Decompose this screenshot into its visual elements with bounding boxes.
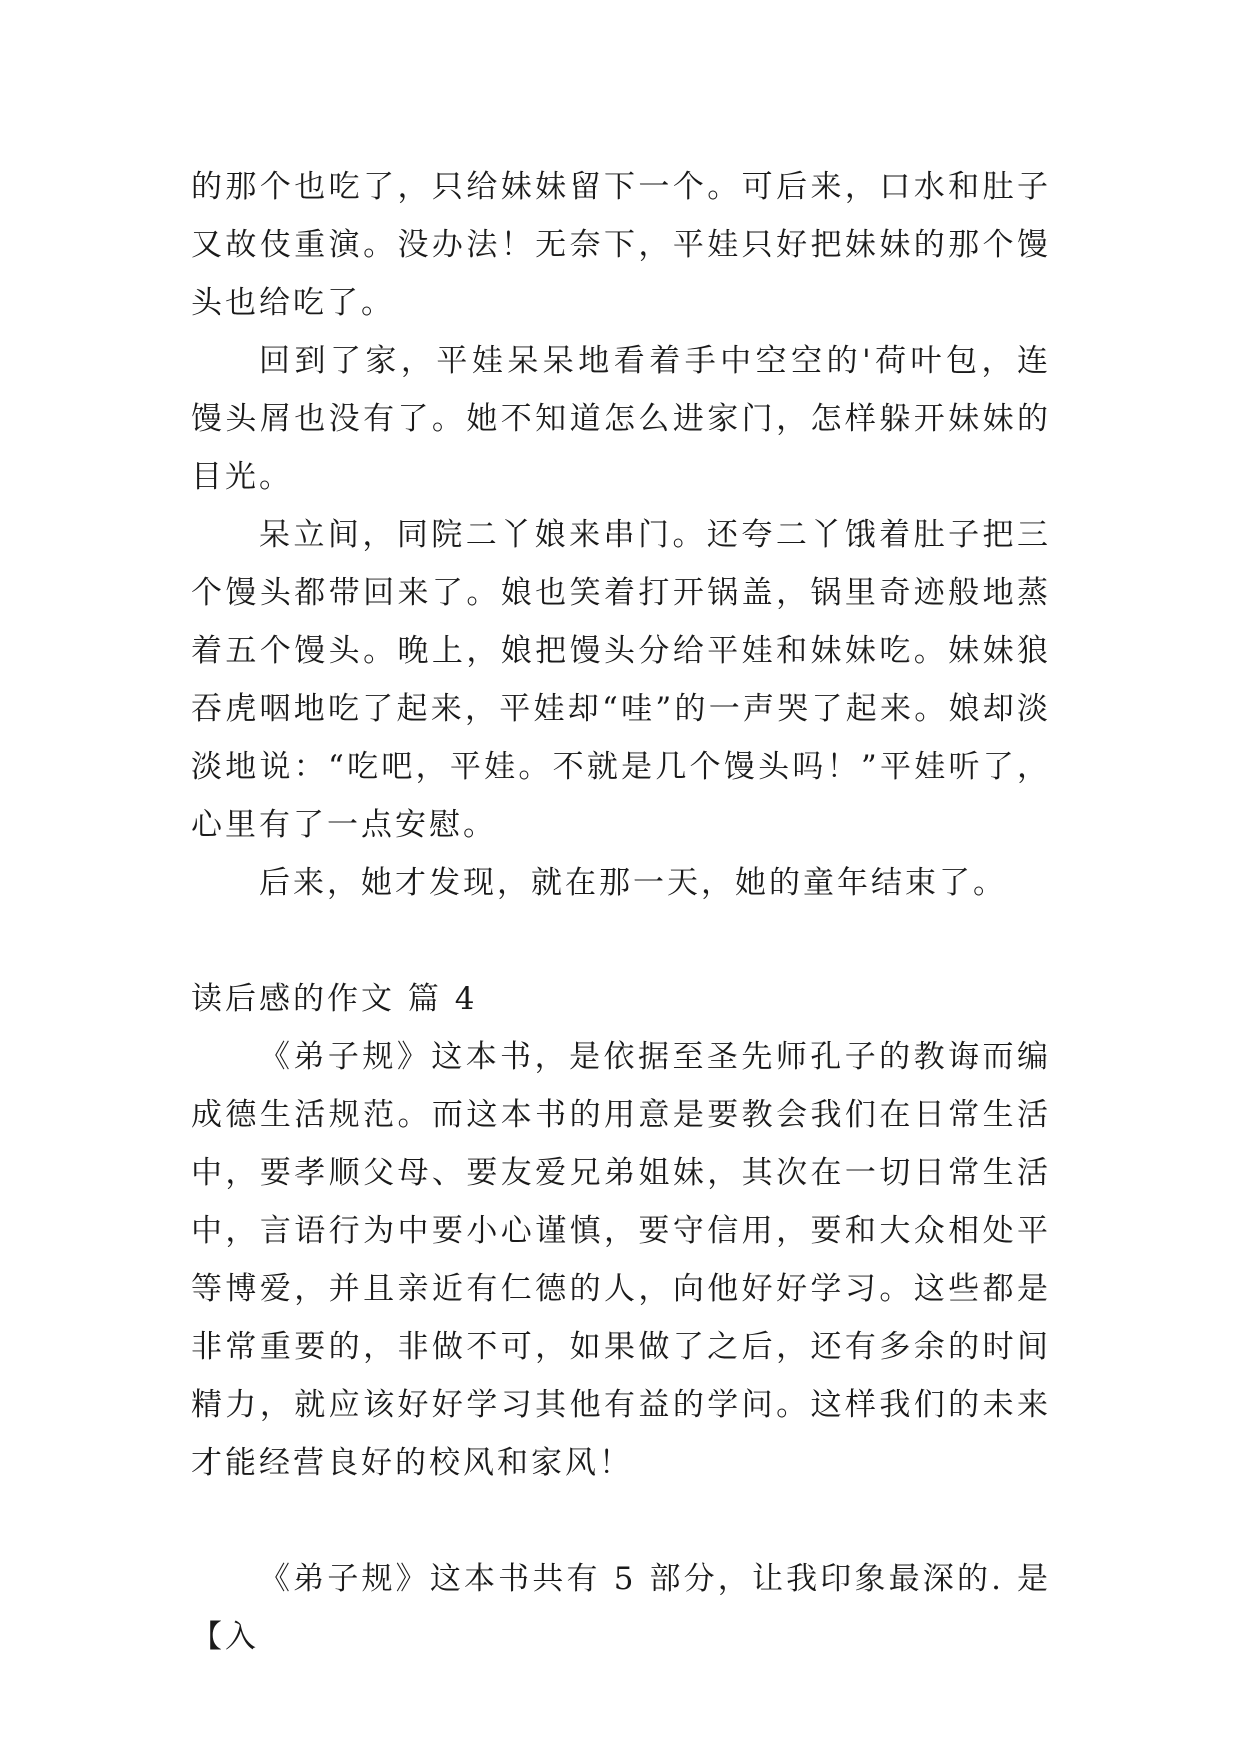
section-heading: 读后感的作文 篇 4 [191, 981, 478, 1017]
document-body [191, 158, 1051, 1666]
paragraph-1: 的那个也吃了，只给妹妹留下一个。可后来，口水和肚子又故伎重演。没办法！无奈下，平娃只好把妹妹的那个馒头也给吃了。 [191, 169, 1051, 321]
paragraph-3: 呆立间，同院二丫娘来串门。还夸二丫饿着肚子把三个馒头都带回来了。娘也笑着打开锅盖，锅里奇迹般地蒸着五个馒头。晚上，娘把馒头分给平娃和妹妹吃。妹妹狼吞虎咽地吃了起来，平娃却“哇”的一声哭了起来。娘却淡淡地说：“吃吧，平娃。不就是几个馒头吗！”平娃听了，心里有了一点安慰。 [191, 517, 1051, 843]
paragraph-6: 《弟子规》这本书共有 5 部分，让我印象最深的. 是【入 [191, 1561, 1051, 1655]
paragraph-2: 回到了家，平娃呆呆地看着手中空空的'荷叶包，连馒头屑也没有了。她不知道怎么进家门，怎样躲开妹妹的目光。 [191, 343, 1051, 495]
paragraph-4: 后来，她才发现，就在那一天，她的童年结束了。 [259, 865, 1007, 901]
paragraph-5: 《弟子规》这本书，是依据至圣先师孔子的教诲而编成德生活规范。而这本书的用意是要教会我们在日常生活中，要孝顺父母、要友爱兄弟姐妹，其次在一切日常生活中，言语行为中要小心谨慎，要守信用，要和大众相处平等博爱，并且亲近有仁德的人，向他好好学习。这些都是非常重要的，非做不可，如果做了之后，还有多余的时间精力，就应该好好学习其他有益的学问。这样我们的未来才能经营良好的校风和家风！ [191, 1039, 1051, 1481]
